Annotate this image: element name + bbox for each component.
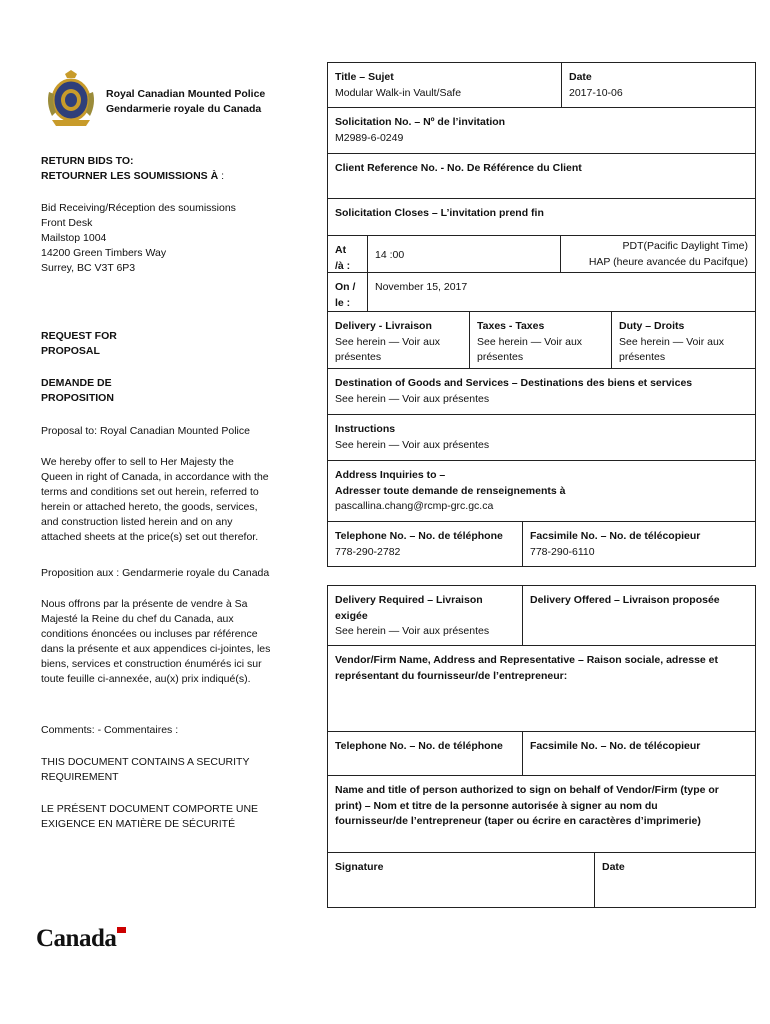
closing-date-cell: [367, 272, 756, 312]
offer-line: dans la présente et aux appendices ci-jointes, les: [41, 643, 271, 655]
timezone-cell: [560, 235, 756, 273]
offer-line: Queen in right of Canada, in accordance with the: [41, 471, 269, 483]
security-line: LE PRÉSENT DOCUMENT COMPORTE UNE: [41, 803, 259, 815]
comments-label: Comments: - Commentaires :: [41, 724, 179, 736]
delivery-required-value: See herein — Voir aux présentes: [335, 625, 490, 637]
solicitation-cell: [327, 107, 756, 154]
title-cell: [327, 62, 562, 108]
demande-de-proposition: [41, 376, 311, 406]
offer-line: Majesté la Reine du chef du Canada, aux: [41, 613, 234, 625]
inquiries-cell: [327, 460, 756, 522]
return-bids-label-en: RETURN BIDS TO:: [41, 155, 134, 167]
destination-label: Destination of Goods and Services – Destinations des biens et services: [335, 377, 693, 389]
agency-name: [106, 87, 265, 117]
offer-line: conditions énoncées ou incluses par référence: [41, 628, 258, 640]
security-note-en: [41, 755, 311, 785]
delivery-label: Delivery - Livraison: [335, 320, 432, 332]
delivery-value: présentes: [335, 351, 382, 363]
demande-line: PROPOSITION: [41, 392, 114, 404]
inquiries-email[interactable]: pascallina.chang@rcmp-grc.gc.ca: [335, 500, 494, 512]
duty-value: présentes: [619, 351, 666, 363]
signature-label: Signature: [335, 861, 384, 873]
security-line: REQUIREMENT: [41, 771, 119, 783]
delivery-required-label-fr: exigée: [335, 609, 368, 622]
vendor-facsimile-cell[interactable]: [522, 731, 756, 776]
offer-line: terms and conditions set out herein, referred to: [41, 486, 259, 498]
authorized-label: print) – Nom et titre de la personne autorisée à signer au nom du: [335, 799, 658, 812]
facsimile-cell: [522, 521, 756, 567]
destination-cell: [327, 368, 756, 415]
offer-line: Nous offrons par la présente de vendre à Sa: [41, 598, 248, 610]
on-label-fr: le :: [335, 296, 351, 309]
authorized-label: fournisseur/de l’entrepreneur (taper ou écrire en caractères d’imprimerie): [335, 815, 701, 827]
authorized-person-cell[interactable]: [327, 775, 756, 853]
offer-text-fr: [41, 597, 311, 687]
at-label: At: [335, 244, 347, 256]
agency-name-en: Royal Canadian Mounted Police: [106, 88, 266, 100]
telephone-value: 778-290-2782: [335, 545, 401, 558]
at-label-fr: /à :: [335, 259, 351, 272]
offer-line: biens, services et construction énumérés ici sur: [41, 658, 262, 670]
client-reference-cell: [327, 153, 756, 199]
duty-label: Duty – Droits: [619, 320, 685, 332]
offer-line: attached sheets at the price(s) set out therefor.: [41, 531, 259, 543]
vendor-label-fr: représentant du fournisseur/de l’entrepreneur:: [335, 669, 568, 682]
taxes-cell: [469, 311, 612, 369]
solicitation-closes-cell: [327, 198, 756, 236]
address-line: Front Desk: [41, 217, 93, 229]
instructions-cell: [327, 414, 756, 461]
title-label: Title – Sujet: [335, 71, 394, 83]
vendor-telephone-label: Telephone No. – No. de téléphone: [335, 740, 503, 752]
solicitation-label: Solicitation No. – Nº de l’invitation: [335, 116, 506, 128]
closing-date-value: November 15, 2017: [375, 281, 468, 293]
delivery-offered-cell[interactable]: [522, 585, 756, 646]
offer-text-en: [41, 455, 311, 545]
security-line: THIS DOCUMENT CONTAINS A SECURITY: [41, 756, 250, 768]
vendor-cell[interactable]: [327, 645, 756, 732]
at-label-cell: [327, 235, 368, 273]
flag-icon: [117, 927, 126, 933]
duty-value: See herein — Voir aux: [619, 335, 725, 348]
client-reference-label: Client Reference No. - No. De Référence du Client: [335, 162, 582, 174]
date-cell: [561, 62, 756, 108]
proposition-aux: Proposition aux : Gendarmerie royale du Canada: [41, 567, 270, 579]
closing-time-cell: [367, 235, 561, 273]
request-line: PROPOSAL: [41, 345, 100, 357]
delivery-required-label: Delivery Required – Livraison: [335, 594, 483, 606]
signature-cell[interactable]: [327, 852, 595, 908]
delivery-offered-label: Delivery Offered – Livraison proposée: [530, 594, 720, 606]
taxes-value: présentes: [477, 351, 524, 363]
offer-line: herein or attached hereto, the goods, services,: [41, 501, 258, 513]
delivery-cell: [327, 311, 470, 369]
address-line: Surrey, BC V3T 6P3: [41, 262, 136, 274]
telephone-cell: [327, 521, 523, 567]
delivery-required-cell: [327, 585, 523, 646]
instructions-label: Instructions: [335, 423, 396, 435]
solicitation-closes-label: Solicitation Closes – L’invitation prend fin: [335, 207, 544, 219]
vendor-label: Vendor/Firm Name, Address and Representative – Raison sociale, adresse et: [335, 654, 719, 666]
offer-line: and construction listed herein and on any: [41, 516, 233, 528]
address-line: Mailstop 1004: [41, 232, 107, 244]
destination-value: See herein — Voir aux présentes: [335, 392, 490, 405]
return-bids-label-fr: RETOURNER LES SOUMISSIONS À: [41, 170, 219, 182]
signature-date-cell[interactable]: [594, 852, 756, 908]
duty-cell: [611, 311, 756, 369]
title-value: Modular Walk-in Vault/Safe: [335, 86, 462, 99]
timezone-en: PDT(Pacific Daylight Time): [622, 240, 748, 252]
address-line: 14200 Green Timbers Way: [41, 247, 167, 259]
offer-line: toute feuille ci-annexée, au(x) prix indiqué(s).: [41, 673, 251, 685]
offer-line: We hereby offer to sell to Her Majesty the: [41, 456, 234, 468]
signature-date-label: Date: [602, 861, 625, 873]
security-line: EXIGENCE EN MATIÈRE DE SÉCURITÉ: [41, 818, 236, 830]
vendor-telephone-cell[interactable]: [327, 731, 523, 776]
canada-wordmark: [36, 925, 126, 953]
date-label: Date: [569, 71, 592, 83]
taxes-value: See herein — Voir aux: [477, 335, 583, 348]
canada-wordmark-text: Canada: [36, 925, 117, 952]
inquiries-label-fr: Adresser toute demande de renseignements à: [335, 484, 566, 497]
closing-time-value: 14 :00: [375, 249, 405, 261]
request-for-proposal: [41, 329, 311, 359]
address-line: Bid Receiving/Réception des soumissions: [41, 202, 236, 214]
demande-line: DEMANDE DE: [41, 377, 112, 389]
date-value: 2017-10-06: [569, 86, 623, 99]
rcmp-crest-logo: [46, 70, 96, 130]
security-note-fr: [41, 802, 311, 832]
telephone-label: Telephone No. – No. de téléphone: [335, 530, 503, 542]
request-line: REQUEST FOR: [41, 330, 117, 342]
on-label-cell: [327, 272, 368, 312]
instructions-value: See herein — Voir aux présentes: [335, 438, 490, 451]
delivery-value: See herein — Voir aux: [335, 335, 441, 348]
authorized-label: Name and title of person authorized to sign on behalf of Vendor/Firm (type or: [335, 784, 719, 796]
agency-name-fr: Gendarmerie royale du Canada: [106, 103, 262, 115]
inquiries-label: Address Inquiries to –: [335, 469, 446, 481]
proposal-to: Proposal to: Royal Canadian Mounted Police: [41, 425, 250, 437]
return-bids-label-fr-suffix: :: [218, 170, 225, 182]
facsimile-value: 778-290-6110: [530, 545, 595, 558]
timezone-fr: HAP (heure avancée du Pacifque): [588, 255, 748, 268]
vendor-facsimile-label: Facsimile No. – No. de télécopieur: [530, 740, 701, 752]
solicitation-value: M2989-6-0249: [335, 131, 404, 144]
return-address: [41, 201, 311, 276]
return-bids-heading: [41, 154, 311, 184]
on-label: On /: [335, 281, 356, 293]
taxes-label: Taxes - Taxes: [477, 320, 545, 332]
facsimile-label: Facsimile No. – No. de télécopieur: [530, 530, 701, 542]
